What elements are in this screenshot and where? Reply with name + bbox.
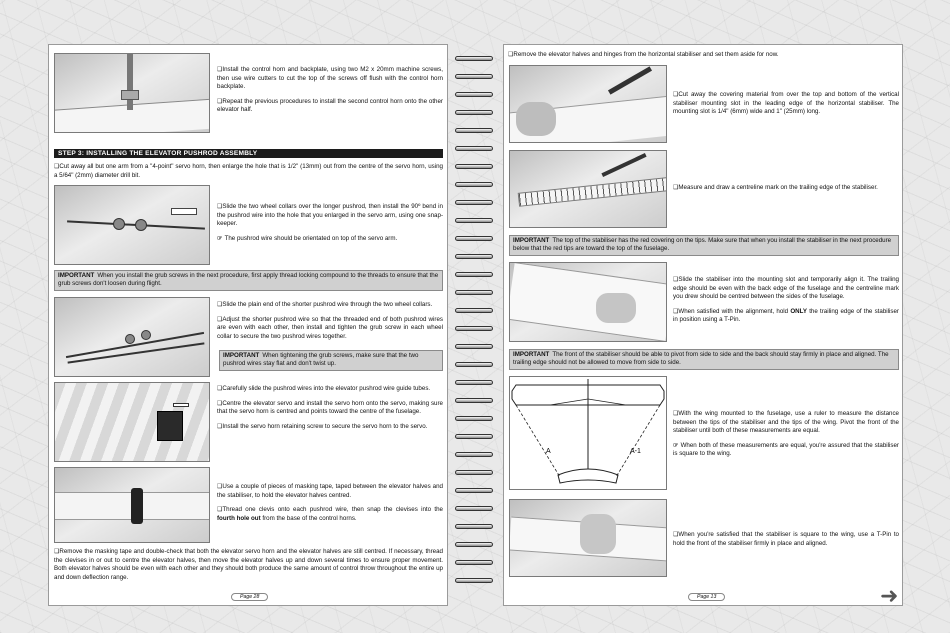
stabiliser-outline (558, 469, 618, 483)
block-4-para-3: ❑ Install the servo horn retaining screw to secure the servo horn to the servo. (217, 423, 443, 432)
binding-ring (455, 272, 493, 277)
spiral-binding (453, 48, 495, 596)
binding-ring (455, 182, 493, 187)
important-text: When you install the grub screws in the next procedure, first apply thread locking compound to the threads to ensure that the grub screws don't loosen during flight. (58, 272, 439, 288)
block-4-para-1: ❑ Carefully slide the pushrod wires into the elevator pushrod wire guide tubes. (217, 385, 443, 394)
binding-ring (455, 560, 493, 565)
important-text: The front of the stabiliser should be able to pivot from side to side and the back should stay firmly in place and aligned. The trailing edge should not be allowed to move from side to side. (513, 351, 889, 367)
pointing-hand-icon: ☞ (217, 234, 223, 242)
binding-ring (455, 524, 493, 529)
right-block-3-para-2-bold: ONLY (790, 307, 807, 315)
binding-ring (455, 110, 493, 115)
right-block-1-para: ❑ Cut away the covering material from over the top and bottom of the vertical stabiliser mounting slot in the leading edge of the horizontal stabiliser. The mounting slot is 1/4" (6mm) wide and 1" (25mm) long. (673, 91, 899, 117)
right-top-para: ❑ Remove the elevator halves and hinges from the horizontal stabiliser and set them aside for now. (508, 51, 898, 60)
block-5-para-2 (217, 506, 443, 523)
measure-line-a (516, 405, 560, 477)
important-pivot (509, 349, 899, 370)
important-label: IMPORTANT (513, 351, 550, 358)
photo-control-horn (54, 53, 210, 133)
block-4-para-2: ❑ Centre the elevator servo and install the servo horn onto the servo, making sure that the servo horn is centred and points toward the centre of the fuselage. (217, 400, 443, 417)
intro-text (217, 66, 443, 121)
photo-slide-stabiliser (509, 262, 667, 342)
step-3-text: ❑ Cut away all but one arm from a "4-point" servo horn, then enlarge the hole that is 1/2" (13mm) out from the centre of the servo horn, using a 5/64" (2mm) diameter drill bit. (54, 163, 443, 180)
binding-ring (455, 200, 493, 205)
right-block-2-para: ❑ Measure and draw a centreline mark on the trailing edge of the stabiliser. (673, 184, 899, 193)
page-number-left: Page 28 (231, 593, 268, 601)
next-page-arrow-icon[interactable]: ➜ (880, 583, 899, 608)
important-label: IMPORTANT (513, 237, 550, 244)
block-5-text (217, 483, 443, 529)
step-3-header: STEP 3: INSTALLING THE ELEVATOR PUSHROD ASSEMBLY (54, 149, 443, 158)
right-block-5-text (673, 531, 899, 554)
block-5-para-2-prefix: Thread one clevis onto each pushrod wire, then snap the clevises into the (222, 506, 443, 514)
right-block-3-para-2-prefix: When satisfied with the alignment, hold (678, 307, 789, 315)
binding-ring (455, 452, 493, 457)
alignment-diagram-svg (510, 377, 666, 489)
binding-ring (455, 56, 493, 61)
binding-ring (455, 506, 493, 511)
photo-servo (54, 382, 210, 462)
binding-ring (455, 470, 493, 475)
right-block-4-text (673, 410, 899, 465)
pointing-hand-icon: ☞ (673, 441, 679, 449)
binding-ring (455, 146, 493, 151)
important-twist (219, 350, 443, 371)
block-2-note (217, 235, 443, 244)
right-block-3-text (673, 276, 899, 331)
important-label: IMPORTANT (223, 352, 260, 359)
binding-ring (455, 380, 493, 385)
important-text: When tightening the grub screws, make sure that the two pushrod wires stay flat and don't twist up. (223, 352, 419, 368)
step-3-intro (54, 163, 443, 186)
block-3-para-2: ❑ Adjust the shorter pushrod wire so that the threaded end of both pushrod wires are even with each other, then install and tighten the grub screw in each wheel collar to secure the two pushrod wires together. (217, 316, 443, 342)
binding-ring (455, 398, 493, 403)
intro-para-2: ❑ Repeat the previous procedures to install the second control horn onto the other elevator half. (217, 98, 443, 115)
block-3-text (217, 301, 443, 347)
binding-ring (455, 362, 493, 367)
binding-ring (455, 92, 493, 97)
binding-ring (455, 416, 493, 421)
bottom-text-para: ❑ Remove the masking tape and double-check that both the elevator servo horn and the elevator halves are still centred. If necessary, thread the clevises in or out to centre the elevator halves, then move the elevator halves up and down several times to ensure proper movement. Both elevator halves should be even with each other and they should both produce the same amount of control throw throughout the entire up and down deflection range. (54, 548, 443, 582)
page-right (503, 44, 903, 606)
page-left (48, 44, 448, 606)
binding-ring (455, 164, 493, 169)
important-grub-screws (54, 270, 443, 291)
binding-ring (455, 434, 493, 439)
important-text: The top of the stabiliser has the red covering on the tips. Make sure that when you install the stabiliser in the next procedure below that the red tips are toward the top of the fuselage. (513, 237, 892, 253)
right-block-4-note-text: When both of these measurements are equal, you're assured that the stabiliser is square to the wing. (673, 441, 899, 458)
photo-measure-ruler (509, 150, 667, 228)
block-3-para-1: ❑ Slide the plain end of the shorter pushrod wire through the two wheel collars. (217, 301, 443, 310)
bottom-text (54, 548, 443, 588)
binding-ring (455, 236, 493, 241)
binding-ring (455, 308, 493, 313)
right-block-4-para: ❑ With the wing mounted to the fuselage, use a ruler to measure the distance between the tips of the stabiliser and the tips of the wing. Pivot the front of the stabiliser until both of these measurements are equal. (673, 410, 899, 436)
intro-para-1: ❑ Install the control horn and backplate, using two M2 x 20mm machine screws, then use wire cutters to cut the top of the screws off flush with the control horn backplate. (217, 66, 443, 92)
photo-cut-covering (509, 65, 667, 143)
photo-clevises (54, 467, 210, 543)
right-block-4-note (673, 442, 899, 459)
alignment-diagram (509, 376, 667, 490)
block-5-para-1: ❑ Use a couple of pieces of masking tape, taped between the elevator halves and the stabiliser, to hold the elevator halves centred. (217, 483, 443, 500)
right-top-text (508, 51, 898, 66)
binding-ring (455, 74, 493, 79)
right-block-3-para-2-suffix: the trailing edge of the stabiliser in position using a T-Pin. (673, 307, 899, 324)
photo-pushrod-assembly (54, 297, 210, 377)
block-4-text (217, 385, 443, 437)
binding-ring (455, 128, 493, 133)
binding-ring (455, 488, 493, 493)
binding-ring (455, 290, 493, 295)
binding-ring (455, 218, 493, 223)
measure-line-a1 (616, 405, 660, 477)
right-block-2-text (673, 184, 899, 199)
right-block-5-para: ❑ When you're satisfied that the stabiliser is square to the wing, use a T-Pin to hold the front of the stabiliser firmly in place and aligned. (673, 531, 899, 548)
block-2-para-1: ❑ Slide the two wheel collars over the longer pushrod, then install the 90º bend in the pushrod wire into the hole that you enlarged in the servo arm, using one snap-keeper. (217, 203, 443, 229)
page-number-right: Page 13 (688, 593, 725, 601)
label-a1: A-1 (630, 448, 641, 455)
binding-ring (455, 542, 493, 547)
right-block-3-para-2 (673, 308, 899, 325)
binding-ring (455, 578, 493, 583)
block-5-para-2-suffix: from the base of the control horns. (262, 514, 357, 522)
important-label: IMPORTANT (58, 272, 95, 279)
important-red-tips (509, 235, 899, 256)
label-a: A (546, 448, 551, 455)
binding-ring (455, 326, 493, 331)
block-2-note-text: The pushrod wire should be orientated on top of the servo arm. (224, 234, 398, 242)
right-block-3-para-1: ❑ Slide the stabiliser into the mounting slot and temporarily align it. The trailing edge should be even with the back edge of the fuselage and the centreline mark you drew should be centred between the sides of the fuselage. (673, 276, 899, 302)
photo-wheel-collars (54, 185, 210, 265)
binding-ring (455, 344, 493, 349)
block-5-para-2-bold: fourth hole out (217, 514, 261, 522)
right-block-1-text (673, 91, 899, 123)
block-2-text (217, 203, 443, 249)
binding-ring (455, 254, 493, 259)
photo-tpin (509, 499, 667, 577)
